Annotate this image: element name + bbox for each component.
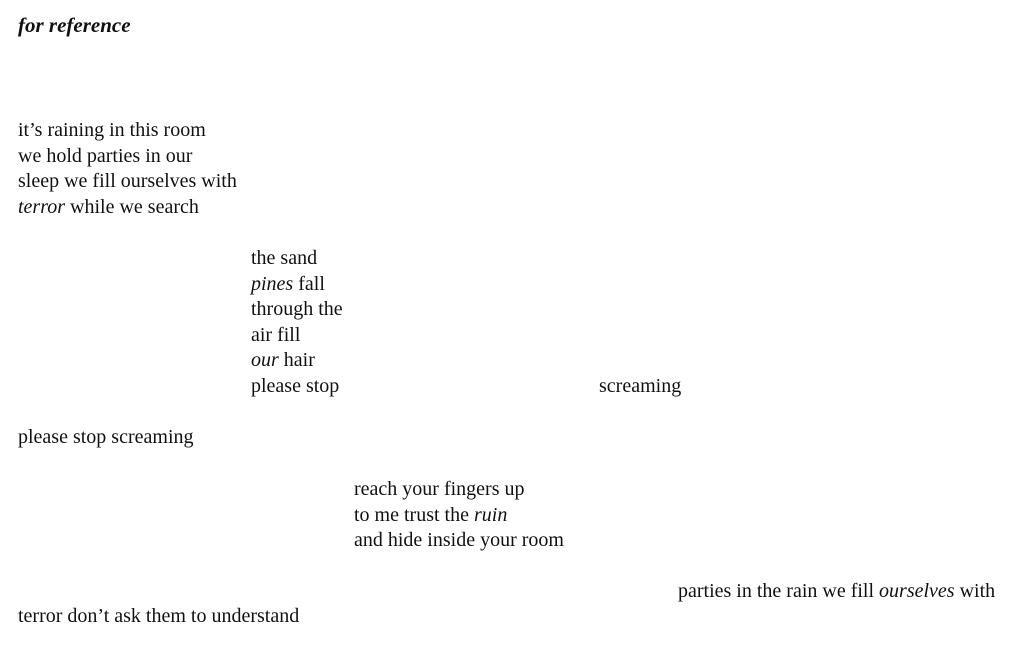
- poem-line: and hide inside your room: [354, 529, 564, 552]
- italic-word: ruin: [473, 503, 508, 526]
- closing-line-2: terror don’t ask them to understand: [18, 605, 300, 627]
- line-text: with: [954, 580, 996, 602]
- floating-word: screaming: [599, 375, 682, 397]
- refrain-line: please stop screaming: [18, 426, 194, 448]
- closing-line-1: [678, 579, 995, 605]
- poem-line: through the: [251, 298, 343, 321]
- italic-word: pines: [251, 272, 294, 295]
- line-text: to me trust the: [354, 503, 474, 526]
- line-text: hair: [278, 349, 315, 372]
- poem-line: the sand: [251, 247, 318, 269]
- italic-word: terror: [18, 195, 66, 218]
- poem-line: we hold parties in our: [18, 144, 193, 167]
- line-text: fall: [293, 272, 325, 295]
- poem-line: [251, 272, 343, 298]
- italic-word: ourselves: [879, 580, 955, 602]
- poem-line: please stop: [251, 374, 340, 397]
- line-text: while we search: [65, 195, 199, 218]
- poem-line: air fill: [251, 323, 301, 346]
- poem-line: [251, 348, 343, 374]
- stanza-1: [18, 118, 237, 220]
- poem-line: [18, 195, 237, 221]
- line-text: parties in the rain we fill: [678, 580, 880, 602]
- stanza-3: [354, 477, 564, 554]
- poem-line: sleep we fill ourselves with: [18, 170, 237, 193]
- poem-line: [354, 503, 564, 529]
- poem-title: for reference: [18, 13, 131, 37]
- italic-word: our: [251, 349, 279, 372]
- poem-line: reach your fingers up: [354, 478, 525, 500]
- poem-line: it’s raining in this room: [18, 119, 206, 141]
- stanza-2: [251, 246, 343, 400]
